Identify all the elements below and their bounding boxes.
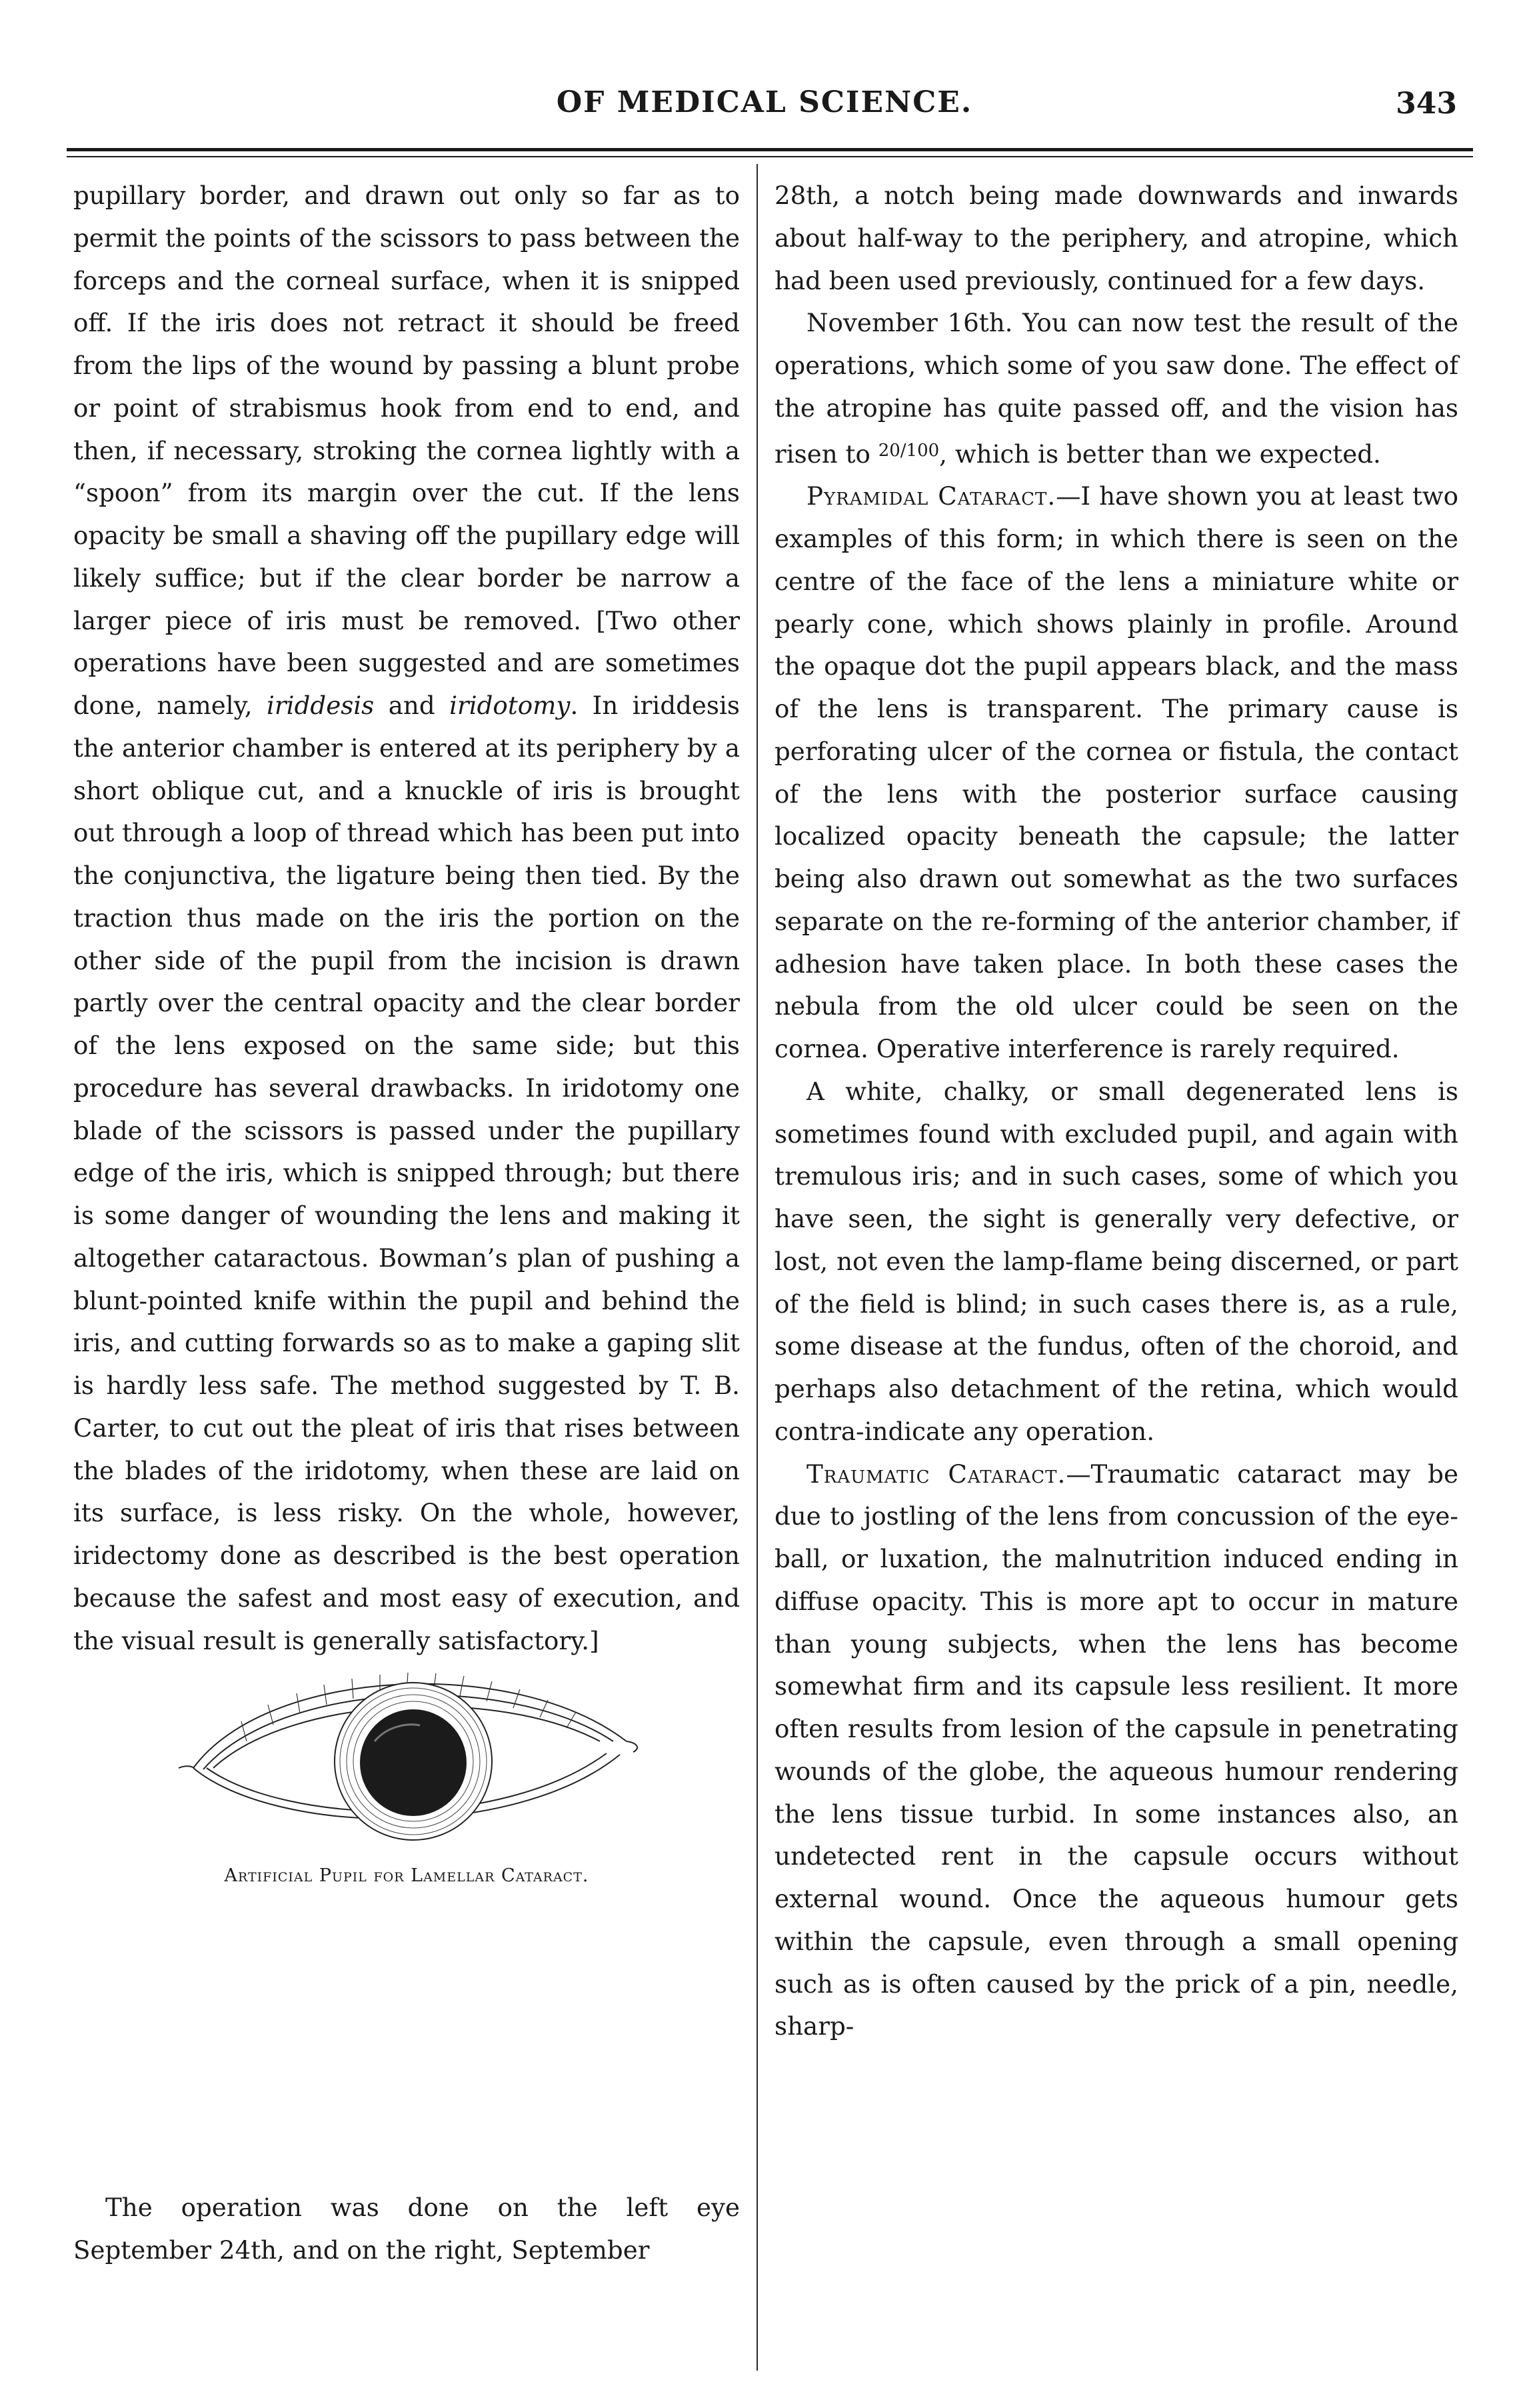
and-word: and bbox=[374, 691, 450, 720]
right-paragraph-2-end: , which is better than we expected. bbox=[939, 439, 1381, 469]
left-paragraph-3: The operation was done on the left eye September 24th, and on the right, September bbox=[73, 2193, 740, 2265]
right-paragraph-2-start: November 16th. You can now test the result of the operations, which some of you saw done. The effect of the atropine has quite passed off, and the vision has risen to bbox=[774, 308, 1458, 469]
left-paragraph-1: pupillary border, and drawn out only so far as to permit the points of the scissors to pass between the forceps and the corneal surface, when it is snipped off. If the iris does not retract it should be freed from the lips of the wound by passing a blunt probe or point of strabismus hook from end to end, and then, if necessary, stroking the cornea lightly with a “spoon” from its margin over the cut. If the lens opacity be small a shaving off the pupillary edge will likely suffice; but if the clear border be narrow a larger piece of iris must be removed. bbox=[73, 181, 740, 635]
eye-illustration bbox=[167, 1641, 647, 1855]
right-paragraph-2 bbox=[774, 302, 1458, 475]
vision-fraction: 20/100 bbox=[878, 440, 940, 461]
right-column bbox=[774, 175, 1458, 2048]
running-title: OF MEDICAL SCIENCE. bbox=[556, 85, 973, 119]
page-number: 343 bbox=[1396, 87, 1457, 121]
term-iriddesis: iriddesis bbox=[267, 691, 375, 720]
traumatic-text: —Traumatic cataract may be due to jostling of the lens from concussion of the eye-ball, or luxation, the malnutrition induced ending in diffuse opacity. This is more apt to occur in mature than young subjects, when the lens has become somewhat firm and its capsule less resilient. It more often results from lesion of the capsule in penetrating wounds of the globe, the aqueous humour rendering the lens tissue turbid. In some instances also, an undetected rent in the capsule occurs without external wound. Once the aqueous humour gets within the capsule, even through a small opening such as is often caused by the prick of a pin, needle, sharp- bbox=[774, 1459, 1458, 2041]
term-iridotomy: iridotomy bbox=[449, 691, 571, 720]
pyramidal-heading: Pyramidal Cataract. bbox=[806, 481, 1056, 511]
running-head bbox=[0, 85, 1529, 132]
left-paragraph-2-start: [Two other operations have been suggested and are sometimes done, namely, bbox=[73, 605, 740, 720]
pyramidal-text: —I have shown you at least two examples of this form; in which there is seen on the centre of the face of the lens a miniature white or pearly cone, which shows plainly in profile. Around the opaque dot the pupil appears black, and the mass of the lens is transparent. The primary cause is perforating ulcer of the cornea or fistula, the contact of the lens with the posterior surface causing localized opacity beneath the capsule; the latter being also drawn out somewhat as the two surfaces separate on the re-forming of the anterior chamber, if adhesion have taken place. In both these cases the nebula from the old ulcer could be seen on the cornea. Operative interference is rarely required. bbox=[774, 481, 1458, 1063]
left-paragraph-2-rest: . In iriddesis the anterior chamber is entered at its periphery by a short oblique cut, and a knuckle of iris is brought out through a loop of thread which has been put into the conjunctiva, the ligature being then tied. By the traction thus made on the iris the portion on the other side of the pupil from the incision is drawn partly over the central opacity and the clear border of the lens exposed on the same side; but this procedure has several drawbacks. In iridotomy one blade of the scissors is passed under the pupillary edge of the iris, which is snipped through; but there is some danger of wounding the lens and making it altogether cataractous. Bowman’s plan of pushing a blunt-pointed knife within the pupil and behind the iris, and cutting forwards so as to make a gaping slit is hardly less safe. The method suggested by T. B. Carter, to cut out the pleat of iris that rises between the blades of the iridotomy, when these are laid on its surface, is less risky. On the whole, however, iridectomy done as described is the best operation because the safest and most easy of execution, and the visual result is generally satisfactory.] bbox=[73, 691, 740, 1655]
column-divider bbox=[757, 164, 758, 2371]
eye-figure bbox=[73, 1641, 740, 1921]
right-paragraph-4: A white, chalky, or small degenerated lens is sometimes found with excluded pupil, and again with tremulous iris; and in such cases, some of which you have seen, the sight is generally very defective, or lost, not even the lamp-flame being discerned, or part of the field is blind; in such cases there is, as a rule, some disease at the fundus, often of the choroid, and perhaps also detachment of the retina, which would contra-indicate any operation. bbox=[774, 1076, 1458, 1446]
left-column-tail bbox=[73, 2187, 740, 2272]
pyramidal-section bbox=[774, 475, 1458, 1071]
traumatic-section bbox=[774, 1453, 1458, 2049]
figure-caption: Artificial Pupil for Lamellar Cataract. bbox=[224, 1865, 589, 1886]
header-rule-thick bbox=[67, 148, 1473, 151]
left-paragraph bbox=[73, 175, 740, 1662]
traumatic-heading: Traumatic Cataract. bbox=[806, 1459, 1066, 1489]
left-column bbox=[73, 175, 740, 1662]
header-rule-thin bbox=[67, 156, 1473, 157]
right-paragraph-1: 28th, a notch being made downwards and inwards about half-way to the periphery, and atropine, which had been used previously, continued for a few days. bbox=[774, 181, 1458, 295]
